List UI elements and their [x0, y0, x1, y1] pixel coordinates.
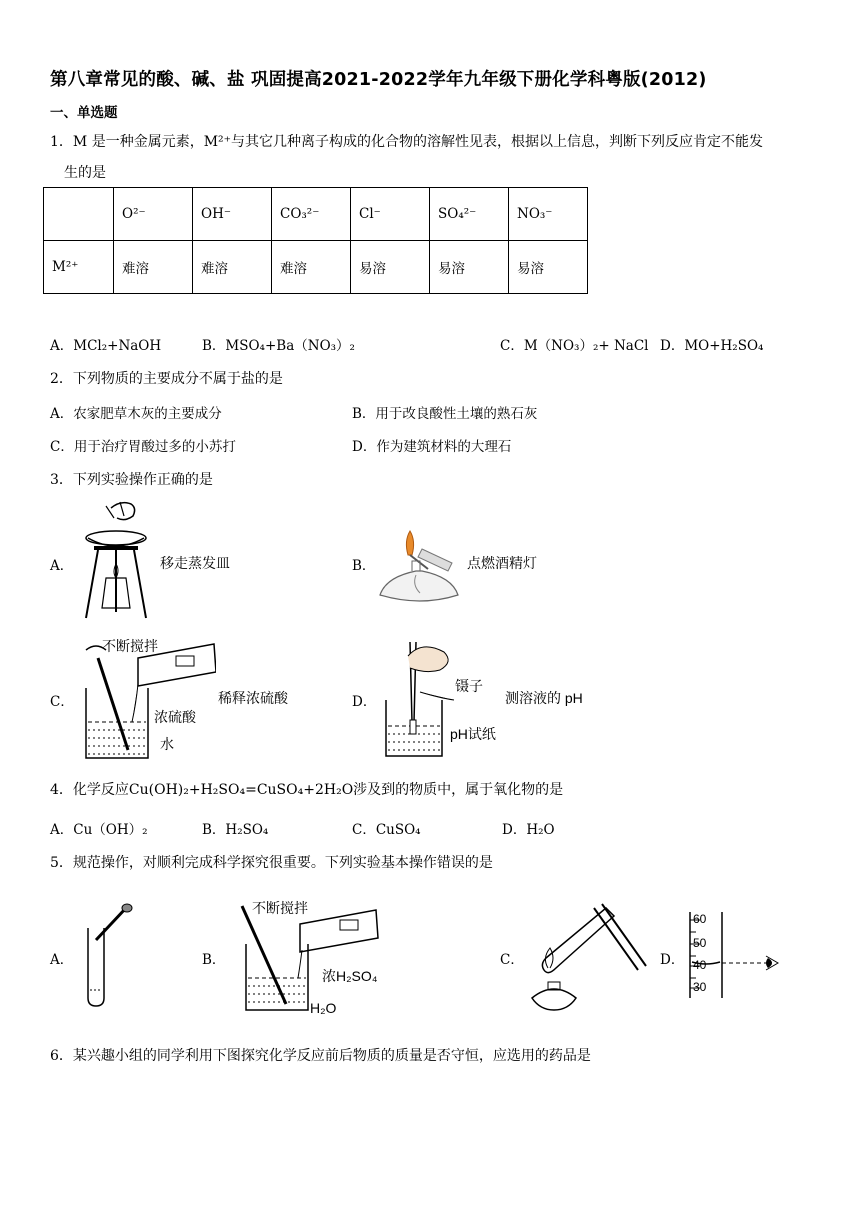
q3-option-a-letter: A． — [50, 558, 74, 574]
fig-label-ph-paper: pH试纸 — [450, 726, 496, 742]
cylinder-tick-30: 30 — [693, 980, 707, 994]
q4-option-a: A．Cu（OH）₂ — [50, 822, 148, 838]
q5-option-c: C． — [500, 952, 524, 968]
q3-stem: 3．下列实验操作正确的是 — [50, 472, 213, 488]
fig-label-conc-h2so4: 浓H₂SO₄ — [322, 968, 378, 984]
q5-stem: 5．规范操作，对顺利完成科学探究很重要。下列实验基本操作错误的是 — [50, 855, 493, 871]
q5-option-d: D． — [660, 952, 685, 968]
table-cell: NO₃⁻ — [509, 188, 588, 241]
q1-option-a: A．MCl₂+NaOH — [50, 338, 162, 354]
fig-label-water: 水 — [160, 736, 174, 752]
q2-option-a: A．农家肥草木灰的主要成分 — [50, 406, 222, 422]
q3-option-d-caption: 测溶液的 pH — [505, 690, 583, 706]
q2-option-c: C．用于治疗胃酸过多的小苏打 — [50, 439, 236, 455]
cylinder-tick-60: 60 — [693, 912, 707, 926]
alcohol-lamp-figure — [372, 515, 464, 607]
table-cell: 难溶 — [272, 241, 351, 294]
q3-option-d-letter: D． — [352, 694, 377, 710]
q2-stem: 2．下列物质的主要成分不属于盐的是 — [50, 371, 283, 387]
fig-label-stir-2: 不断搅拌 — [252, 900, 308, 916]
q6-stem: 6．某兴趣小组的同学利用下图探究化学反应前后物质的质量是否守恒，应选用的药品是 — [50, 1048, 591, 1064]
table-cell: 易溶 — [430, 241, 509, 294]
q1-option-c: C．M（NO₃）₂+ NaCl — [500, 338, 649, 354]
q2-option-b: B．用于改良酸性土壤的熟石灰 — [352, 406, 538, 422]
q5-option-b: B． — [202, 952, 226, 968]
page-title: 第八章常见的酸、碱、盐 巩固提高2021-2022学年九年级下册化学科粤版(2012) — [50, 70, 707, 90]
q4-option-d: D．H₂O — [502, 822, 555, 838]
table-cell — [44, 188, 114, 241]
test-tube-dropper-figure — [80, 900, 140, 1012]
q4-option-b: B．H₂SO₄ — [202, 822, 269, 838]
heating-test-tube-figure — [522, 898, 652, 1014]
fig-label-stir: 不断搅拌 — [102, 638, 158, 654]
fig-label-h2o: H₂O — [310, 1000, 337, 1016]
evaporating-dish-figure — [76, 498, 156, 626]
table-cell: SO₄²⁻ — [430, 188, 509, 241]
q1-option-d: D．MO+H₂SO₄ — [660, 338, 764, 354]
cylinder-tick-40: 40 — [693, 958, 707, 972]
q3-option-c-caption: 稀释浓硫酸 — [218, 690, 288, 706]
fig-label-conc-acid: 浓硫酸 — [154, 709, 196, 725]
table-cell: 难溶 — [114, 241, 193, 294]
table-cell: Cl⁻ — [351, 188, 430, 241]
q4-option-c: C．CuSO₄ — [352, 822, 421, 838]
q3-option-b-letter: B． — [352, 558, 376, 574]
q5-option-a: A． — [50, 952, 74, 968]
q3-option-a-caption: 移走蒸发皿 — [160, 555, 230, 571]
section-heading: 一、单选题 — [50, 105, 118, 121]
q3-option-b-caption: 点燃酒精灯 — [467, 555, 537, 571]
table-cell: 易溶 — [509, 241, 588, 294]
table-row — [44, 241, 588, 294]
table-cell: O²⁻ — [114, 188, 193, 241]
q4-stem: 4．化学反应Cu(OH)₂+H₂SO₄=CuSO₄+2H₂O涉及到的物质中，属于氧化物的是 — [50, 782, 564, 798]
table-cell: CO₃²⁻ — [272, 188, 351, 241]
table-row-label: M²⁺ — [44, 241, 114, 294]
q1-stem-line2: 生的是 — [64, 165, 106, 181]
q1-stem-line1: 1．M 是一种金属元素，M²⁺与其它几种离子构成的化合物的溶解性见表，根据以上信息，判断下列反应肯定不能发 — [50, 134, 764, 150]
q1-option-b: B．MSO₄+Ba（NO₃）₂ — [202, 338, 355, 354]
table-cell: 易溶 — [351, 241, 430, 294]
q2-option-d: D．作为建筑材料的大理石 — [352, 439, 512, 455]
table-cell: 难溶 — [193, 241, 272, 294]
solubility-table — [43, 187, 588, 294]
fig-label-tweezers: 镊子 — [455, 678, 483, 694]
q3-option-c-letter: C． — [50, 694, 74, 710]
table-header-row — [44, 188, 588, 241]
table-cell: OH⁻ — [193, 188, 272, 241]
cylinder-tick-50: 50 — [693, 936, 707, 950]
